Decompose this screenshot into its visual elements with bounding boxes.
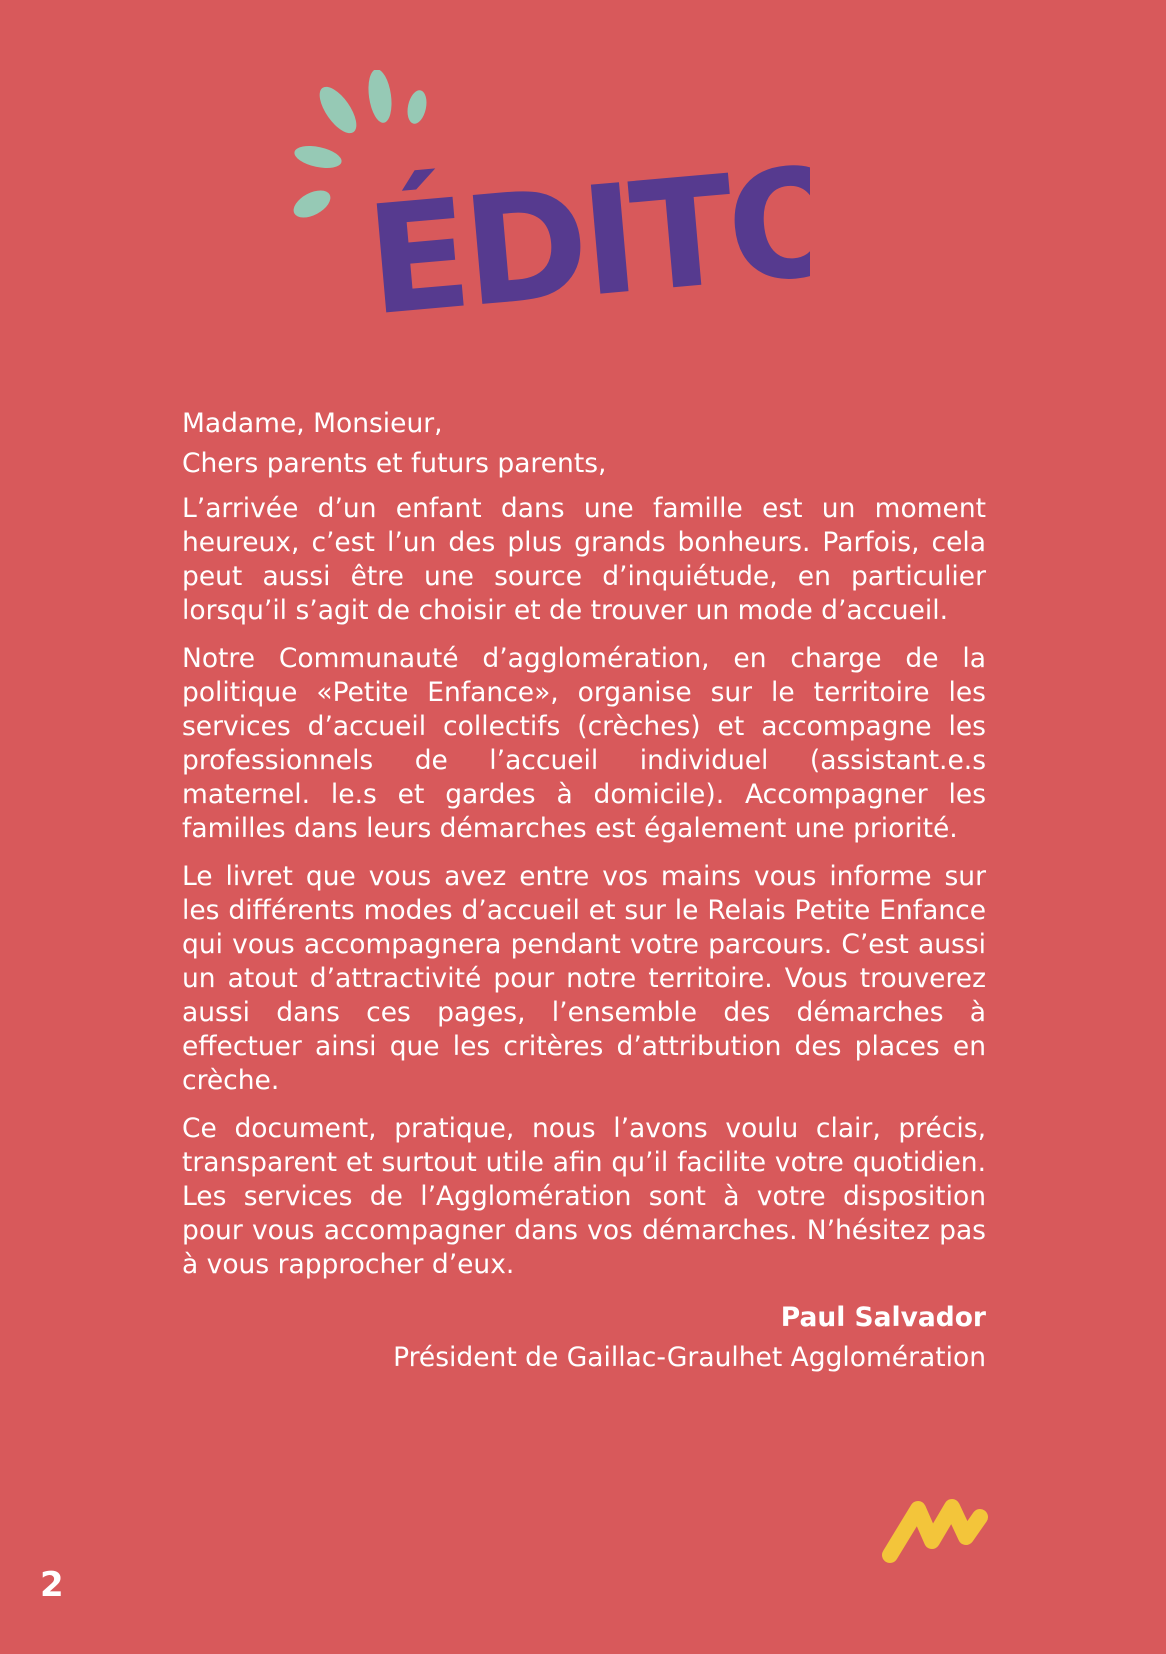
greeting: [182, 404, 986, 484]
greeting-line-2: Chers parents et futurs parents,: [182, 448, 607, 479]
edito-title: ÉDITO: [360, 133, 810, 320]
signatory-role: Président de Gaillac-Graulhet Agglomération: [393, 1342, 986, 1373]
editorial-body: [182, 404, 986, 1296]
paragraph: Ce document, pratique, nous l’avons voulu clair, précis, transparent et surtout utile afin qu’il facilite votre quotidien. Les services de l’Agglomération sont à votre disposition pour vous accompagner dans vos démarches. N’hésitez pas à vous rapprocher d’eux.: [182, 1113, 986, 1280]
greeting-line-1: Madame, Monsieur,: [182, 408, 443, 439]
paragraph: L’arrivée d’un enfant dans une famille est un moment heureux, c’est l’un des plus grands bonheurs. Parfois, cela peut aussi être une source d’inquiétude, en particulier lorsqu’il s’agit de choisir et de trouver un mode d’accueil.: [182, 493, 986, 626]
paragraph: Le livret que vous avez entre vos mains vous informe sur les différents modes d’accueil et sur le Relais Petite Enfance qui vous accompagnera pendant votre parcours. C’est aussi un atout d’attractivité pour notre territoire. Vous trouverez aussi dans ces pages, l’ensemble des démarches à effectuer ainsi que les critères d’attribution des places en crèche.: [182, 861, 986, 1096]
signature-block: [393, 1298, 986, 1378]
edito-title-graphic: [290, 70, 810, 320]
paragraph: Notre Communauté d’agglomération, en charge de la politique «Petite Enfance», organise sur le territoire les services d’accueil collectifs (crèches) et accompagne les professionnels de l’accueil individuel (assistant.e.s maternel. le.s et gardes à domicile). Accompagner les familles dans leurs démarches est également une priorité.: [182, 643, 986, 844]
page-number: 2: [40, 1565, 64, 1605]
agglomeration-logo-icon: [880, 1495, 990, 1565]
signatory-name: Paul Salvador: [780, 1302, 986, 1333]
